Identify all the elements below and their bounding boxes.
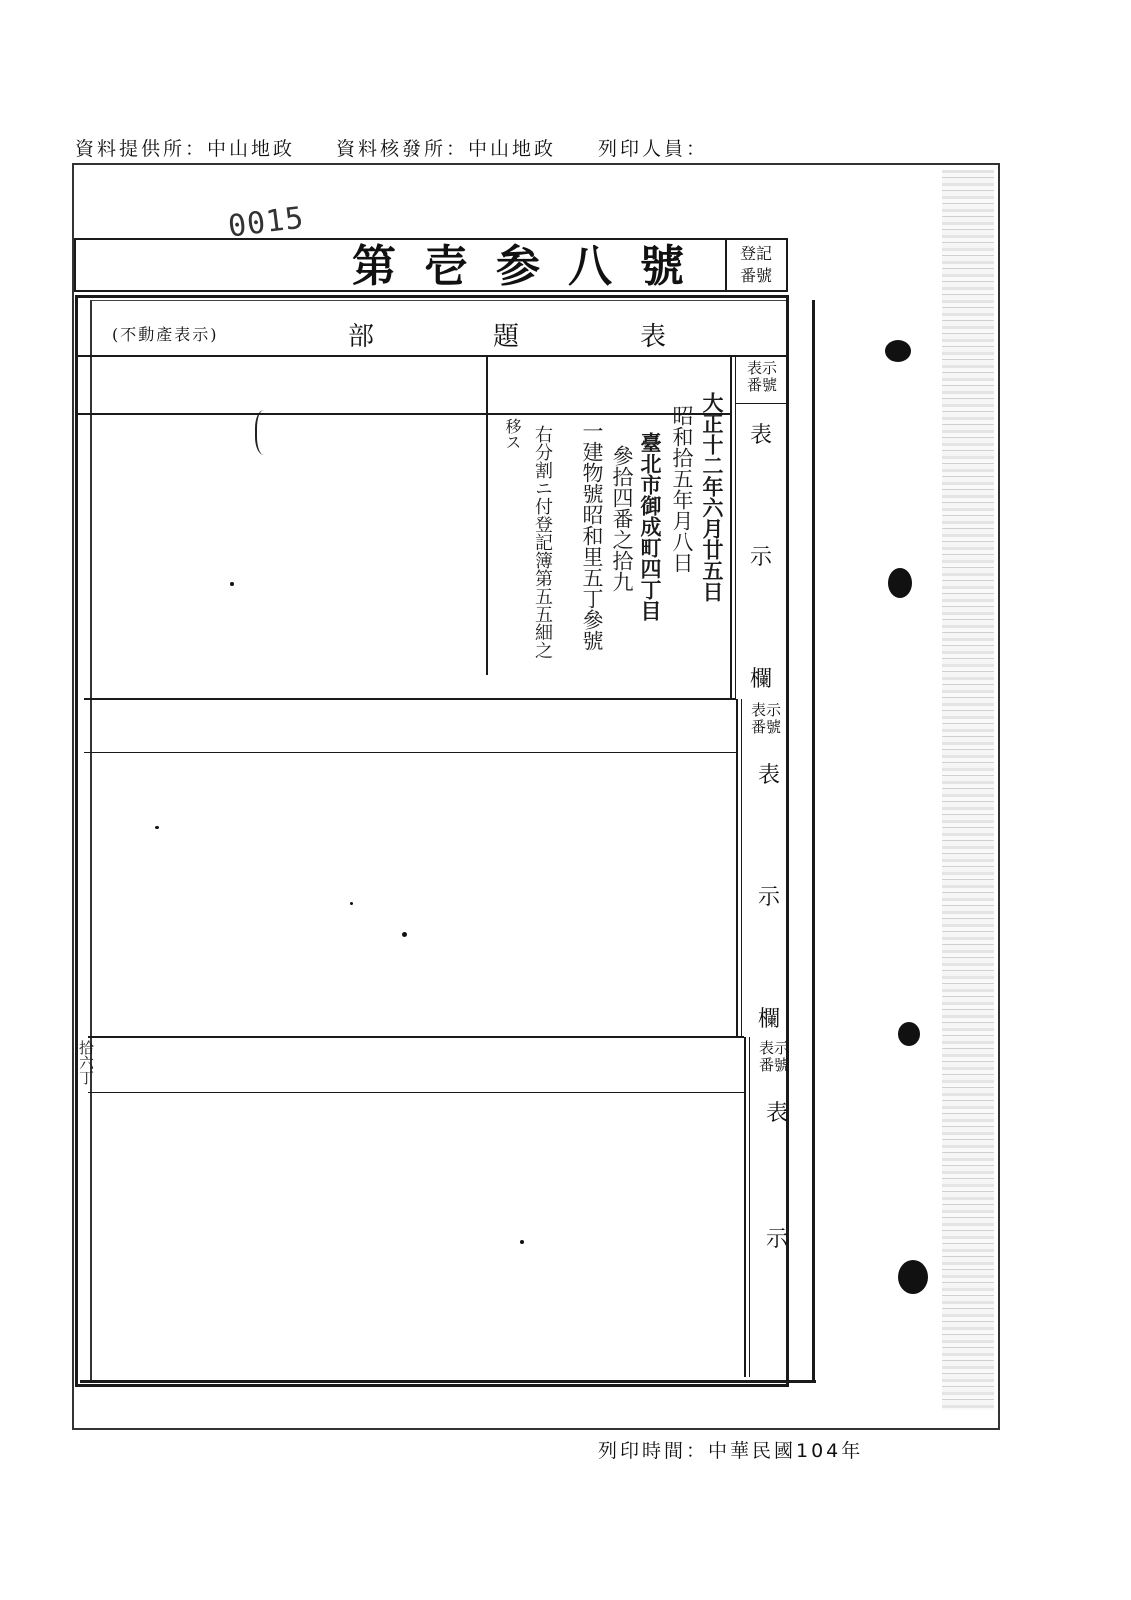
margin-note: 拾六丁 xyxy=(77,1040,95,1085)
section3-char-1: 表 xyxy=(766,1101,789,1126)
section1-char-3: 欄 xyxy=(750,667,773,692)
entry-line-5: 一建物號昭和里五丁參號 xyxy=(580,420,604,651)
section3-number-label: 表示 番號 xyxy=(758,1039,789,1074)
data-issuer-label: 資料核發所：中山地政 xyxy=(336,138,557,160)
ink-blot xyxy=(888,568,912,598)
registration-number-label: 登記 番號 xyxy=(739,244,772,285)
entry-line-2: 昭和拾五年月八日 xyxy=(670,405,694,573)
entry-line-3: 臺北市御成町四丁目 xyxy=(638,432,663,621)
register-title: 第壱参八號 xyxy=(352,241,712,292)
entry-line-7: 移ス xyxy=(503,418,522,450)
band-word-3: 表 xyxy=(640,322,667,352)
printer-label: 列印人員： xyxy=(598,138,709,160)
ink-mark xyxy=(255,410,277,455)
section2-char-2: 示 xyxy=(758,885,781,910)
section1-char-2: 示 xyxy=(750,545,773,570)
section2-char-3: 欄 xyxy=(758,1007,781,1032)
entry-line-1: 大正十二年六月廿五日 xyxy=(700,392,725,602)
section1-number-label: 表示 番號 xyxy=(746,359,777,394)
section3-char-2: 示 xyxy=(766,1227,789,1252)
ink-blot xyxy=(898,1022,920,1046)
band-word-2: 題 xyxy=(493,322,520,352)
entry-line-4: 參拾四番之拾九 xyxy=(610,445,634,592)
band-word-1: 部 xyxy=(348,322,375,352)
real-estate-label: (不動產表示) xyxy=(112,325,219,344)
section2-char-1: 表 xyxy=(758,763,781,788)
worn-page-edge xyxy=(942,170,994,1410)
entry-line-6: 右分割ニ付登記簿第五五細之 xyxy=(532,425,553,659)
section2-number-label: 表示 番號 xyxy=(750,701,781,736)
serial-number: 0015 xyxy=(226,200,307,245)
section1-char-1: 表 xyxy=(750,423,773,448)
ink-blot xyxy=(898,1260,928,1294)
ink-blot xyxy=(885,340,911,362)
print-time-label: 列印時間：中華民國104年 xyxy=(598,1440,864,1462)
data-provider-label: 資料提供所：中山地政 xyxy=(75,138,296,160)
